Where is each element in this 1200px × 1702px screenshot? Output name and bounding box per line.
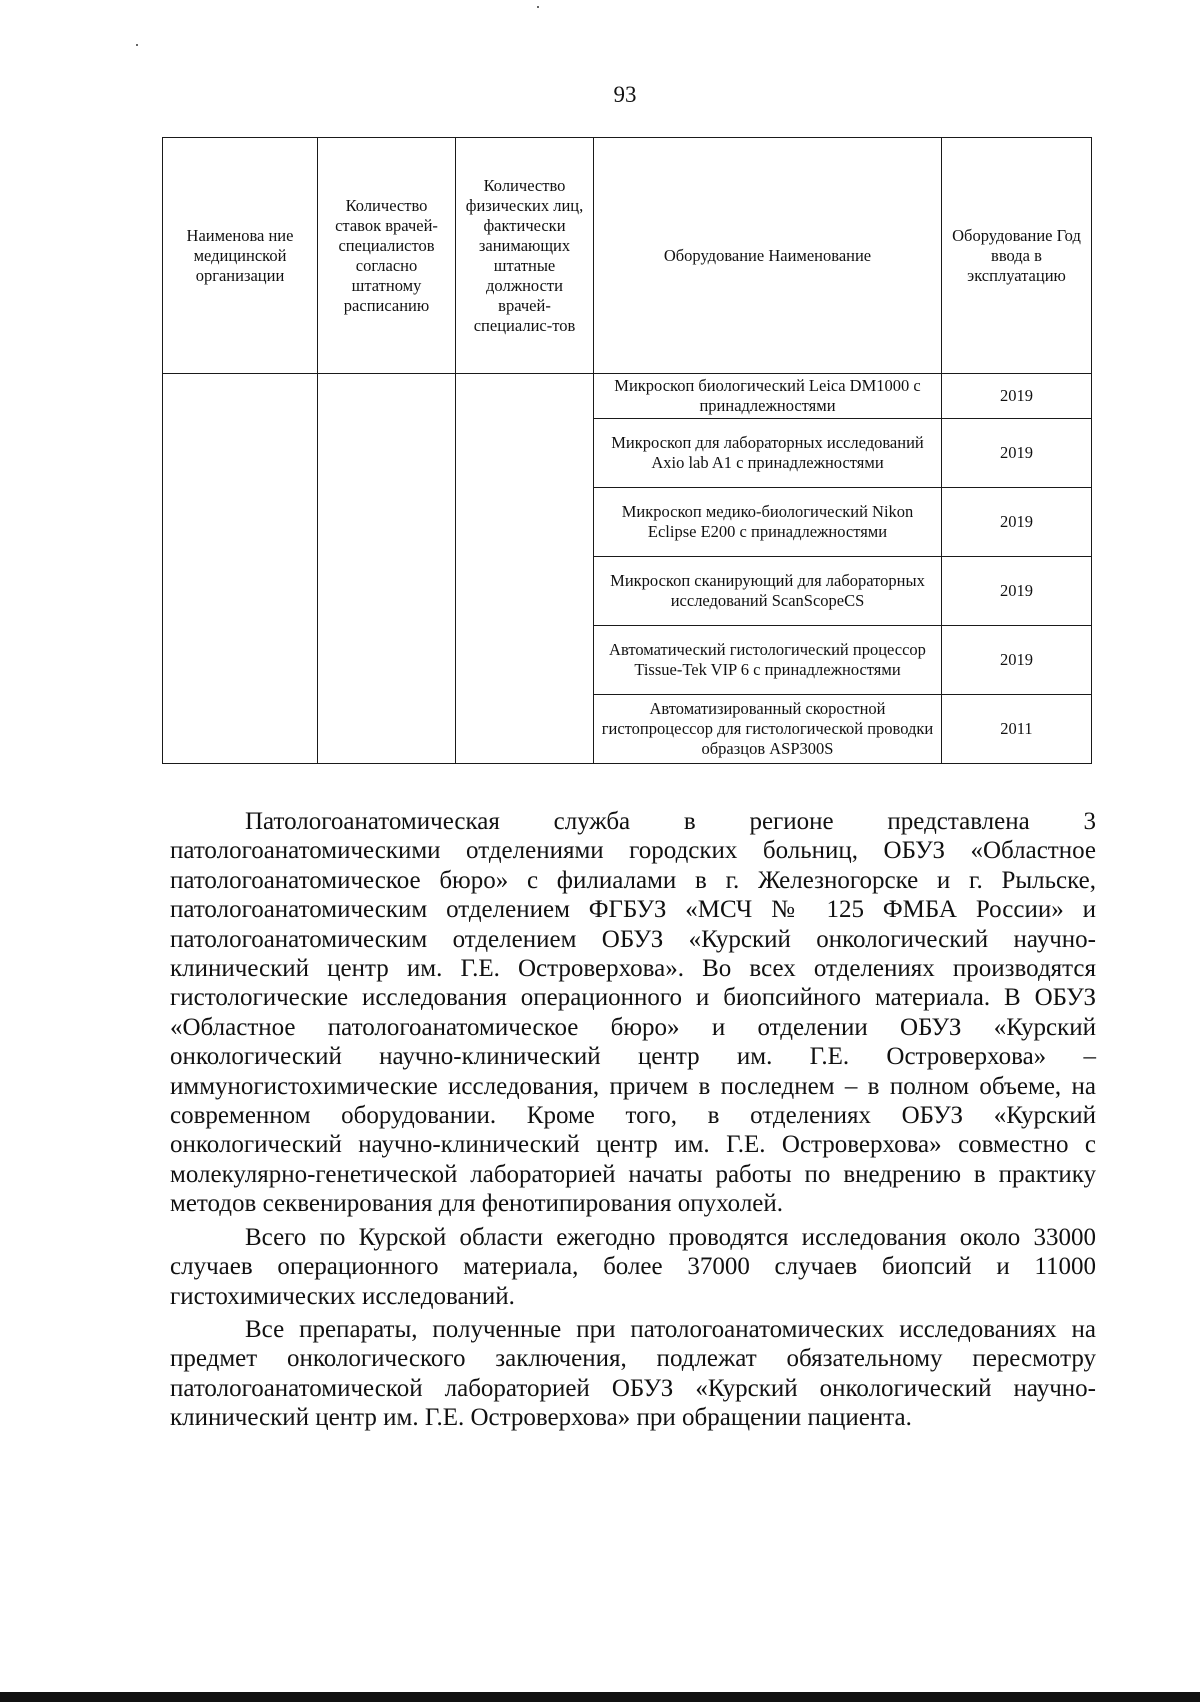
header-organization: Наименова ние медицинской организации xyxy=(163,138,318,374)
header-staff-positions: Количество ставок врачей-специалистов согласно штатному расписанию xyxy=(318,138,456,374)
header-equipment-name: Оборудование Наименование xyxy=(594,138,942,374)
cell-equipment-year: 2019 xyxy=(942,626,1092,695)
cell-equipment-name: Автоматический гистологический процессор Tissue-Tek VIP 6 с принадлежностями xyxy=(594,626,942,695)
header-equipment-year: Оборудование Год ввода в эксплуатацию xyxy=(942,138,1092,374)
scan-artifact xyxy=(136,44,138,46)
cell-equipment-name: Микроскоп для лабораторных исследований Axio lab A1 с принадлежностями xyxy=(594,419,942,488)
cell-staff-positions xyxy=(318,374,456,764)
header-staff-persons: Количество физических лиц, фактически занимающих штатные должности врачей-специалис-тов xyxy=(456,138,594,374)
table-row xyxy=(163,374,1092,419)
paragraph-pathology-service: Патологоанатомическая служба в регионе представлена 3 патологоанатомическими отделениями городских больниц, ОБУЗ «Областное патологоанатомическое бюро» с филиалами в г. Железногорске и г. Рыльске, патологоанатомическим отделением ФГБУЗ «МСЧ № 125 ФМБА России» и патологоанатомическим отделением ОБУЗ «Курский онкологический научно-клинический центр им. Г.Е. Островерхова». Во всех отделениях производятся гистологические исследования операционного и биопсийного материала. В ОБУЗ «Областное патологоанатомическое бюро» и отделении ОБУЗ «Курский онкологический научно-клинический центр им. Г.Е. Островерхова» – иммуногистохимические исследования, причем в последнем – в полном объеме, на современном оборудовании. Кроме того, в отделениях ОБУЗ «Курский онкологический научно-клинический центр им. Г.Е. Островерхова» совместно с молекулярно-генетической лабораторией начаты работы по внедрению в практику методов секвенирования для фенотипирования опухолей. xyxy=(170,808,1096,1218)
cell-equipment-name: Микроскоп сканирующий для лабораторных исследований ScanScopeCS xyxy=(594,557,942,626)
equipment-table xyxy=(162,137,1092,764)
cell-equipment-name: Микроскоп биологический Leica DM1000 с принадлежностями xyxy=(594,374,942,419)
cell-equipment-name: Микроскоп медико-биологический Nikon Eclipse E200 с принадлежностями xyxy=(594,488,942,557)
paragraph-slide-review: Все препараты, полученные при патологоанатомических исследованиях на предмет онкологического заключения, подлежат обязательному пересмотру патологоанатомической лабораторией ОБУЗ «Курский онкологический научно-клинический центр им. Г.Е. Островерхова» при обращении пациента. xyxy=(170,1315,1096,1432)
scan-bottom-edge xyxy=(0,1692,1200,1702)
body-text xyxy=(170,807,1096,1433)
cell-equipment-year: 2019 xyxy=(942,488,1092,557)
cell-equipment-year: 2019 xyxy=(942,374,1092,419)
page-number: 93 xyxy=(613,82,637,107)
cell-equipment-year: 2019 xyxy=(942,557,1092,626)
scan-artifact xyxy=(537,6,539,8)
paragraph-annual-volume: Всего по Курской области ежегодно проводятся исследования около 33000 случаев операционного материала, более 37000 случаев биопсий и 11000 гистохимических исследований. xyxy=(170,1223,1096,1310)
cell-equipment-year: 2019 xyxy=(942,419,1092,488)
cell-staff-persons xyxy=(456,374,594,764)
cell-organization xyxy=(163,374,318,764)
cell-equipment-year: 2011 xyxy=(942,695,1092,764)
table-header-row xyxy=(163,138,1092,374)
cell-equipment-name: Автоматизированный скоростной гистопроцессор для гистологической проводки образцов ASP300S xyxy=(594,695,942,764)
